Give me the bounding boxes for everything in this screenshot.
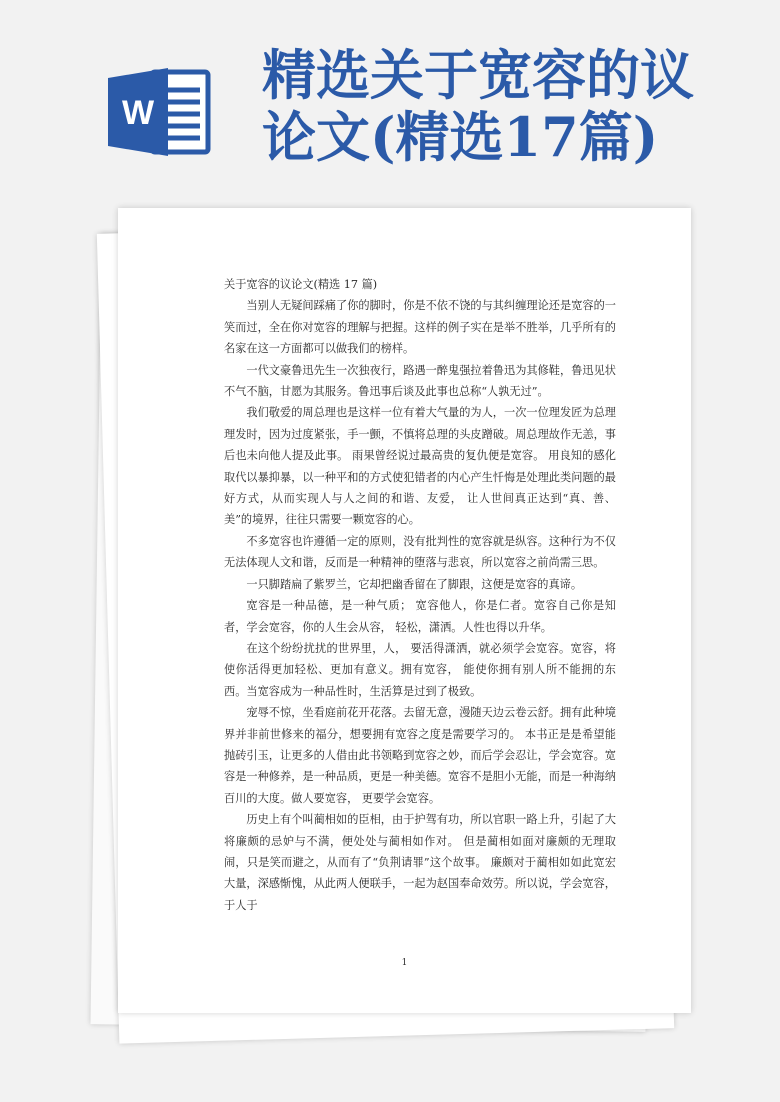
word-logo-letter: W [121, 94, 155, 132]
paragraph: 历史上有个叫蔺相如的臣相，由于护驾有功，所以官职一路上升，引起了大将廉颇的忌妒与不满，便处处与蔺相如作对。 但是蔺相如面对廉颇的无理取闹，只是笑而避之，从而有了“负荆请罪”这个故事。 廉颇对于蔺相如如此宽宏大量，深感惭愧，从此两人便联手，一起为赵国奉命效劳。所以说，学会宽容，于人于 [224, 813, 616, 912]
document-body [224, 274, 616, 916]
title-line-2: 论文(精选17篇) [262, 105, 659, 169]
document-heading: 关于宽容的议论文(精选 17 篇) [224, 278, 378, 291]
paragraph: 我们敬爱的周总理也是这样一位有着大气量的为人，一次一位理发匠为总理理发时，因为过度紧张，手一颤，不慎将总理的头皮蹭破。周总理故作无恙，事后也未向他人提及此事。 雨果曾经说过最高贵的复仇便是宽容。 用良知的感化取代以暴抑暴，以一种平和的方式使犯错者的内心产生忏悔是处理此类问题的最好方式，从而实现人与人之间的和谐、友爱， 让人世间真正达到“真、善、美”的境界，往往只需要一颗宽容的心。 [224, 406, 616, 527]
paragraph: 一代文豪鲁迅先生一次独夜行，路遇一醉鬼强拉着鲁迅为其修鞋，鲁迅见状不气不脑，甘愿为其服务。鲁迅事后谈及此事也总称“人孰无过”。 [224, 363, 616, 399]
paragraph: 不多宽容也许遵循一定的原则，没有批判性的宽容就是纵容。这种行为不仅无法体现人文和谐，反而是一种精神的堕落与悲哀，所以宽容之前尚需三思。 [224, 534, 616, 570]
document-page [118, 208, 691, 1013]
paragraph: 宽容是一种品德，是一种气质； 宽容他人，你是仁者。宽容自己你是知者，学会宽容，你的人生会从容， 轻松，潇洒。人性也得以升华。 [224, 599, 616, 634]
paragraph: 在这个纷纷扰扰的世界里，人， 要活得潇洒，就必须学会宽容。宽容，将使你活得更加轻松、更加有意义。拥有宽容， 能使你拥有别人所不能拥的东西。当宽容成为一种品性时，生活算是过到了极致。 [224, 641, 616, 698]
word-icon [108, 64, 212, 160]
paragraph: 一只脚踏扁了紫罗兰，它却把幽香留在了脚跟，这便是宽容的真谛。 [246, 577, 583, 591]
paragraph: 宠辱不惊，坐看庭前花开花落。去留无意，漫随天边云卷云舒。拥有此种境界并非前世修来的福分，想要拥有宽容之度是需要学习的。 本书正是是希望能抛砖引玉，让更多的人借由此书领略到宽容之妙，而后学会忍让，学会宽容。宽容是一种修养，是一种品质，更是一种美德。宽容不是胆小无能，而是一种海纳百川的大度。做人要宽容， 更要学会宽容。 [224, 706, 616, 805]
paragraph: 当别人无疑间踩痛了你的脚时，你是不依不饶的与其纠缠理论还是宽容的一笑而过，全在你对宽容的理解与把握。这样的例子实在是举不胜举，几乎所有的名家在这一方面都可以做我们的榜样。 [224, 299, 616, 356]
page-title [262, 44, 762, 168]
page-number: 1 [401, 958, 408, 968]
title-line-1: 精选关于宽容的议 [262, 43, 694, 107]
